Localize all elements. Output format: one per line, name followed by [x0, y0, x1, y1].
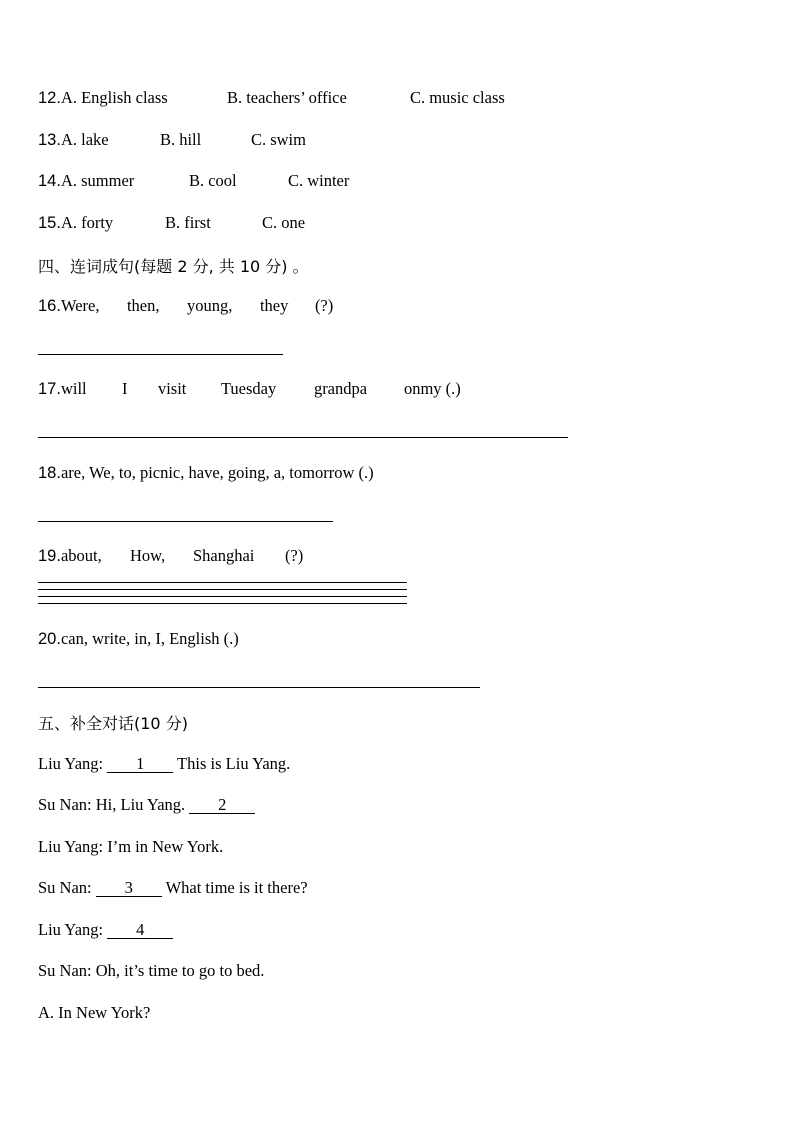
question-20 — [38, 629, 239, 649]
speaker: Su Nan: — [38, 961, 92, 980]
question-number: 18. — [38, 464, 61, 482]
word: then, — [126, 296, 160, 315]
dialogue-line-1 — [38, 754, 290, 774]
option-b: B. first — [164, 213, 211, 232]
word: young, — [186, 296, 233, 315]
question-13 — [38, 130, 306, 150]
answer-line — [38, 596, 407, 597]
option-a-line — [38, 1003, 150, 1023]
dialogue-line-4 — [38, 878, 308, 898]
words: can, write, in, I, English (.) — [60, 629, 239, 648]
section-5-heading: 五、补全对话(10 分) — [38, 714, 188, 733]
dialogue-text: Oh, it’s time to go to bed. — [91, 961, 265, 980]
question-19 — [38, 546, 303, 566]
option-c: C. one — [261, 213, 306, 232]
dialogue-text: This is Liu Yang. — [173, 754, 291, 773]
word: Were, — [60, 296, 100, 315]
option-a: A. summer — [60, 171, 135, 190]
word: (?) — [284, 546, 304, 565]
word: I — [121, 379, 128, 398]
question-number: 14. — [38, 172, 61, 190]
word: (?) — [314, 296, 334, 315]
speaker: Su Nan: — [38, 878, 92, 897]
option-c: C. winter — [287, 171, 350, 190]
question-16 — [38, 296, 333, 316]
option-a: A. English class — [60, 88, 168, 107]
speaker: Liu Yang: — [38, 920, 104, 939]
dialogue-line-6 — [38, 961, 264, 981]
question-number: 12. — [38, 89, 61, 107]
answer-line — [38, 437, 568, 438]
word: Shanghai — [192, 546, 255, 565]
option-c: C. swim — [250, 130, 306, 149]
words: are, We, to, picnic, have, going, a, tomorrow (.) — [60, 463, 374, 482]
section-4-heading: 四、连词成句(每题 2 分, 共 10 分) 。 — [38, 257, 309, 276]
blank-2: 2 — [189, 797, 255, 814]
question-number: 15. — [38, 214, 61, 232]
question-14 — [38, 171, 349, 191]
question-number: 19. — [38, 547, 61, 565]
dialogue-line-3 — [38, 837, 223, 857]
dialogue-text: What time is it there? — [161, 878, 308, 897]
option-b: B. cool — [188, 171, 237, 190]
question-number: 20. — [38, 630, 61, 648]
option-a: A. lake — [60, 130, 109, 149]
option-a: A. forty — [60, 213, 114, 232]
word: grandpa — [313, 379, 368, 398]
question-number: 17. — [38, 380, 61, 398]
blank-3: 3 — [96, 880, 162, 897]
blank-1: 1 — [107, 756, 173, 773]
option-b: B. teachers’ office — [226, 88, 347, 107]
speaker: Su Nan: — [38, 795, 92, 814]
question-18 — [38, 463, 374, 483]
word: visit — [157, 379, 187, 398]
word: about, — [60, 546, 102, 565]
question-17 — [38, 379, 461, 399]
blank-4: 4 — [107, 922, 173, 939]
question-15 — [38, 213, 305, 233]
answer-line — [38, 603, 407, 604]
dialogue-text: I’m in New York. — [103, 837, 224, 856]
word: onmy (.) — [403, 379, 461, 398]
answer-line — [38, 521, 333, 522]
option-c: C. music class — [409, 88, 505, 107]
answer-line — [38, 582, 407, 583]
question-number: 13. — [38, 131, 61, 149]
speaker: Liu Yang: — [38, 837, 104, 856]
answer-line — [38, 354, 283, 355]
word: Tuesday — [220, 379, 277, 398]
dialogue-text: Hi, Liu Yang. — [91, 795, 186, 814]
dialogue-line-5 — [38, 920, 173, 940]
dialogue-line-2 — [38, 795, 255, 815]
answer-line — [38, 687, 480, 688]
option-text: A. In New York? — [38, 1003, 151, 1022]
question-number: 16. — [38, 297, 61, 315]
speaker: Liu Yang: — [38, 754, 104, 773]
option-b: B. hill — [159, 130, 202, 149]
word: will — [60, 379, 87, 398]
word: How, — [129, 546, 166, 565]
answer-line — [38, 589, 407, 590]
word: they — [259, 296, 289, 315]
question-12 — [38, 88, 505, 108]
